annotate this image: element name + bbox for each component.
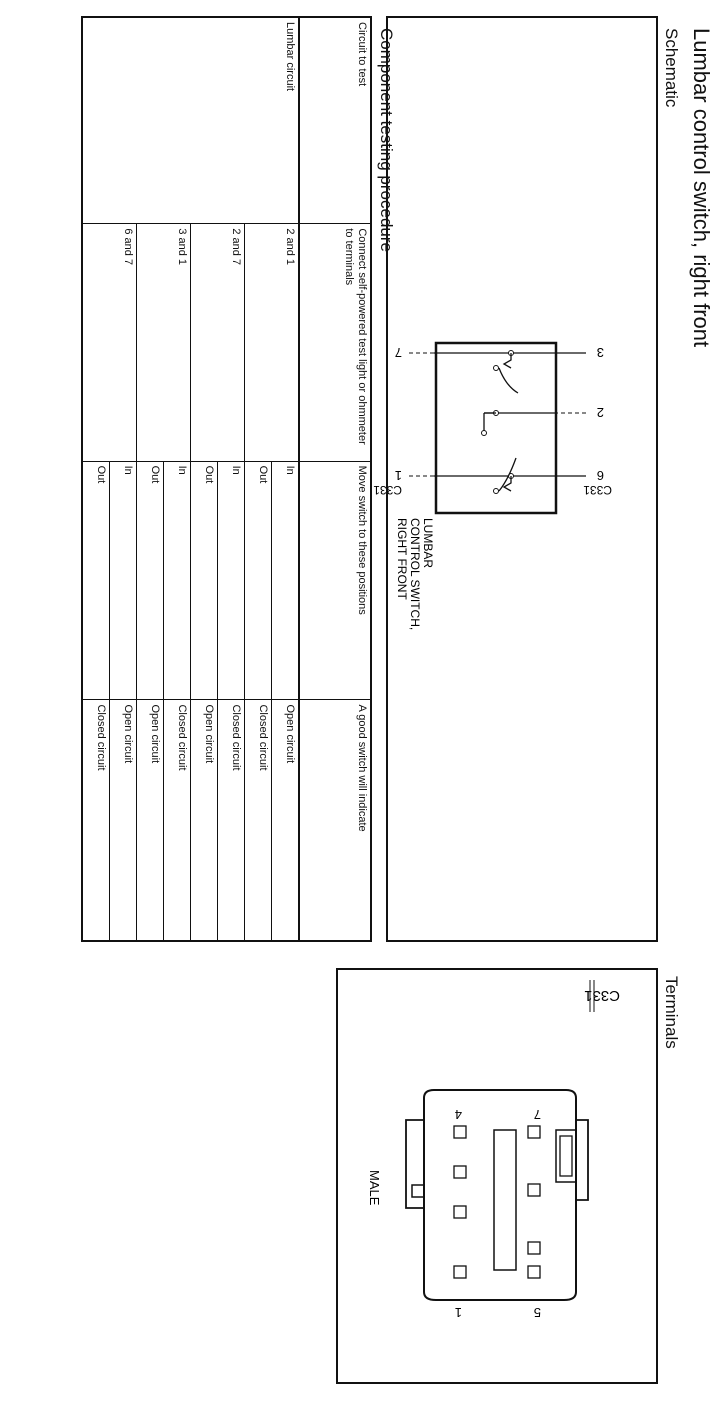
position-cell: Out bbox=[137, 461, 164, 700]
component-label-line1: LUMBAR bbox=[421, 518, 435, 569]
circuit-cell: Lumbar circuit bbox=[82, 17, 299, 224]
component-label-line3: RIGHT FRONT bbox=[395, 518, 409, 600]
result-cell: Closed circuit bbox=[164, 700, 191, 941]
result-cell: Open circuit bbox=[137, 700, 164, 941]
result-cell: Open circuit bbox=[272, 700, 300, 941]
pin-label: 1 bbox=[454, 1305, 462, 1320]
position-cell: In bbox=[218, 461, 245, 700]
result-cell: Closed circuit bbox=[82, 700, 110, 941]
pin-label: 1 bbox=[394, 468, 402, 483]
result-cell: Open circuit bbox=[191, 700, 218, 941]
table-row bbox=[272, 17, 300, 941]
result-cell: Closed circuit bbox=[245, 700, 272, 941]
connector-label: C331 bbox=[373, 483, 402, 497]
terminals-box bbox=[336, 968, 658, 1384]
pin-label: 7 bbox=[394, 345, 402, 360]
terminals-cell: 2 and 1 bbox=[245, 224, 300, 461]
connector-diagram bbox=[338, 970, 656, 1382]
position-cell: In bbox=[164, 461, 191, 700]
page-title: Lumbar control switch, right front bbox=[689, 28, 714, 348]
result-cell: Closed circuit bbox=[218, 700, 245, 941]
schematic-heading: Schematic bbox=[662, 28, 681, 108]
pin-4 bbox=[454, 1126, 466, 1138]
terminals-cell: 2 and 7 bbox=[191, 224, 245, 461]
procedure-heading: Component testing procedure bbox=[377, 28, 396, 252]
schematic-box bbox=[373, 16, 658, 942]
terminals-heading: Terminals bbox=[662, 976, 681, 1049]
result-cell: Open circuit bbox=[110, 700, 137, 941]
column-header: A good switch will indicate bbox=[299, 700, 371, 941]
pin-label: 5 bbox=[533, 1305, 541, 1320]
position-cell: In bbox=[110, 461, 137, 700]
procedure-table bbox=[81, 16, 372, 942]
pin-label: 6 bbox=[596, 468, 604, 483]
pin-5 bbox=[528, 1266, 540, 1278]
pin-label: 3 bbox=[596, 345, 604, 360]
terminals-cell: 3 and 1 bbox=[137, 224, 191, 461]
connector-outline bbox=[424, 1090, 576, 1300]
pin-7 bbox=[528, 1126, 540, 1138]
component-label-line2: CONTROL SWITCH, bbox=[408, 518, 422, 631]
table-header-row bbox=[299, 17, 371, 941]
pin-label: 7 bbox=[533, 1107, 541, 1122]
connector-name: C331 bbox=[584, 987, 620, 1004]
column-header: Move switch to these positions bbox=[299, 461, 371, 700]
position-cell: In bbox=[272, 461, 300, 700]
column-header: Circuit to test bbox=[299, 17, 371, 224]
connector-label: C331 bbox=[583, 483, 612, 497]
terminals-cell: 6 and 7 bbox=[82, 224, 137, 461]
position-cell: Out bbox=[245, 461, 272, 700]
position-cell: Out bbox=[191, 461, 218, 700]
pin-1 bbox=[454, 1266, 466, 1278]
gender-label: MALE bbox=[367, 1170, 382, 1206]
position-cell: Out bbox=[82, 461, 110, 700]
pin-label: 4 bbox=[454, 1107, 462, 1122]
pin-label: 2 bbox=[596, 405, 604, 420]
column-header: Connect self-powered test light or ohmmeter to terminals bbox=[299, 224, 371, 461]
